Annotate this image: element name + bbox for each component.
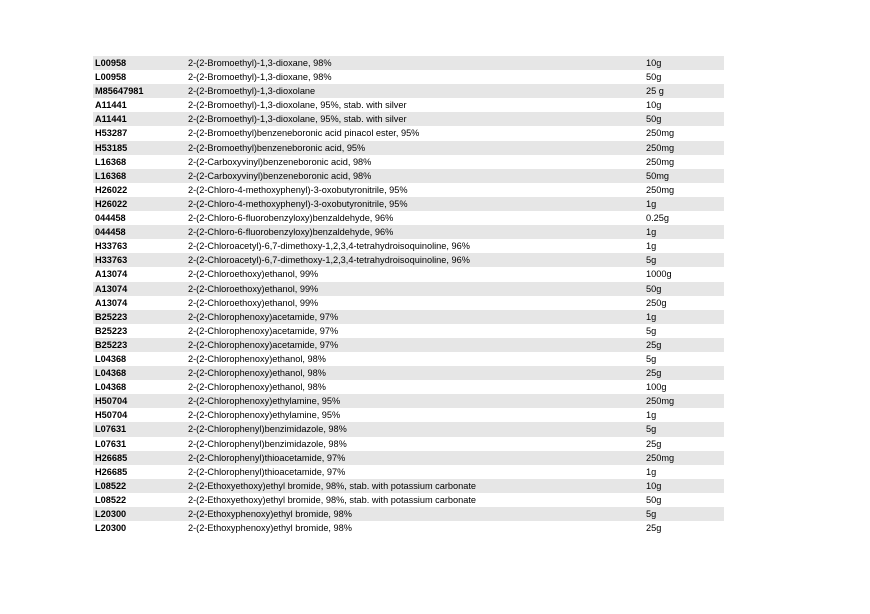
product-description: 2-(2-Bromoethyl)-1,3-dioxolane, 95%, stab. with silver — [188, 114, 407, 125]
product-code: L04368 — [95, 368, 127, 379]
product-description: 2-(2-Bromoethyl)-1,3-dioxolane — [188, 86, 316, 97]
product-code: L04368 — [95, 382, 127, 393]
table-row — [93, 437, 724, 451]
product-code: B25223 — [95, 311, 128, 322]
product-quantity: 50g — [646, 114, 662, 125]
table-row — [93, 338, 724, 352]
product-quantity: 10g — [646, 480, 662, 491]
product-description: 2-(2-Chlorophenoxy)acetamide, 97% — [188, 311, 339, 322]
table-row — [93, 211, 724, 225]
product-code: H26685 — [95, 452, 128, 463]
product-code: L07631 — [95, 424, 127, 435]
product-code: L00958 — [95, 58, 127, 68]
product-description: 2-(2-Chlorophenoxy)ethylamine, 95% — [188, 396, 341, 407]
product-quantity: 50g — [646, 494, 662, 505]
product-description: 2-(2-Ethoxyethoxy)ethyl bromide, 98%, stab. with potassium carbonate — [188, 494, 477, 505]
product-code: M85647981 — [95, 86, 144, 97]
product-quantity: 1g — [646, 241, 657, 252]
table-row — [93, 479, 724, 493]
table-row — [93, 225, 724, 239]
product-description: 2-(2-Chlorophenoxy)ethanol, 98% — [188, 353, 326, 364]
product-quantity: 1000g — [646, 269, 672, 280]
product-code: A11441 — [95, 114, 127, 125]
product-quantity: 1g — [646, 198, 657, 209]
product-description: 2-(2-Chlorophenoxy)acetamide, 97% — [188, 339, 339, 350]
product-quantity: 1g — [646, 410, 657, 421]
product-quantity: 25g — [646, 339, 662, 350]
product-description: 2-(2-Ethoxyethoxy)ethyl bromide, 98%, stab. with potassium carbonate — [188, 480, 477, 491]
product-code: L20300 — [95, 509, 127, 519]
product-quantity: 50g — [646, 72, 662, 83]
product-code: A13074 — [95, 283, 128, 294]
product-code: L20300 — [95, 523, 127, 534]
table-row — [93, 507, 724, 521]
table-row — [93, 56, 724, 70]
product-code: L07631 — [95, 438, 127, 449]
table-row — [93, 380, 724, 394]
product-code: L16368 — [95, 156, 127, 167]
product-quantity: 1g — [646, 311, 657, 322]
product-code: B25223 — [95, 339, 128, 350]
product-description: 2-(2-Bromoethyl)-1,3-dioxolane, 95%, stab. with silver — [188, 100, 407, 111]
product-code: L04368 — [95, 353, 127, 364]
product-description: 2-(2-Chlorophenoxy)ethanol, 98% — [188, 382, 326, 393]
product-description: 2-(2-Chloro-4-methoxyphenyl)-3-oxobutyronitrile, 95% — [188, 184, 408, 195]
product-description: 2-(2-Chlorophenoxy)ethanol, 98% — [188, 368, 326, 379]
product-quantity: 50mg — [646, 170, 669, 181]
product-description: 2-(2-Chloro-4-methoxyphenyl)-3-oxobutyronitrile, 95% — [188, 198, 408, 209]
product-code: L08522 — [95, 494, 127, 505]
table-row — [93, 70, 724, 84]
product-quantity: 1g — [646, 466, 657, 477]
product-table — [93, 56, 724, 535]
product-description: 2-(2-Chloroacetyl)-6,7-dimethoxy-1,2,3,4-tetrahydroisoquinoline, 96% — [188, 241, 470, 252]
product-code: A11441 — [95, 100, 127, 111]
product-description: 2-(2-Chlorophenyl)thioacetamide, 97% — [188, 466, 346, 477]
product-quantity: 25g — [646, 523, 662, 534]
product-quantity: 5g — [646, 353, 657, 364]
product-description: 2-(2-Chloroethoxy)ethanol, 99% — [188, 269, 319, 280]
product-description: 2-(2-Chlorophenoxy)ethylamine, 95% — [188, 410, 341, 421]
product-description: 2-(2-Bromoethyl)-1,3-dioxane, 98% — [188, 72, 332, 83]
product-code: H33763 — [95, 255, 128, 266]
table-row — [93, 253, 724, 267]
product-quantity: 250mg — [646, 184, 675, 195]
product-quantity: 250mg — [646, 452, 675, 463]
product-quantity: 10g — [646, 58, 662, 68]
product-code: 044458 — [95, 227, 126, 238]
table-row — [93, 155, 724, 169]
product-code: B25223 — [95, 325, 128, 336]
product-code: A13074 — [95, 269, 128, 280]
product-description: 2-(2-Chlorophenyl)benzimidazole, 98% — [188, 438, 347, 449]
product-code: L16368 — [95, 170, 127, 181]
product-description: 2-(2-Bromoethyl)-1,3-dioxane, 98% — [188, 58, 332, 68]
table-row — [93, 493, 724, 507]
product-quantity: 100g — [646, 382, 667, 393]
product-description: 2-(2-Ethoxyphenoxy)ethyl bromide, 98% — [188, 523, 352, 534]
table-row — [93, 352, 724, 366]
product-description: 2-(2-Chloroethoxy)ethanol, 99% — [188, 283, 319, 294]
table-row — [93, 197, 724, 211]
product-code: H33763 — [95, 241, 128, 252]
table-row — [93, 310, 724, 324]
product-code: L00958 — [95, 72, 127, 83]
product-description: 2-(2-Bromoethyl)benzeneboronic acid pinacol ester, 95% — [188, 128, 420, 139]
product-code: H53287 — [95, 128, 128, 139]
product-quantity: 25g — [646, 368, 662, 379]
table-row — [93, 366, 724, 380]
table-row — [93, 141, 724, 155]
product-description: 2-(2-Chloroethoxy)ethanol, 99% — [188, 297, 319, 308]
product-description: 2-(2-Carboxyvinyl)benzeneboronic acid, 98% — [188, 156, 372, 167]
product-code: H26685 — [95, 466, 128, 477]
table-row — [93, 267, 724, 281]
product-code: H26022 — [95, 184, 128, 195]
table-row — [93, 521, 724, 535]
table-row — [93, 169, 724, 183]
table-row — [93, 239, 724, 253]
product-code: H50704 — [95, 410, 128, 421]
product-quantity: 250mg — [646, 142, 675, 153]
product-quantity: 1g — [646, 227, 657, 238]
table-row — [93, 84, 724, 98]
table-row — [93, 112, 724, 126]
table-row — [93, 296, 724, 310]
product-quantity: 10g — [646, 100, 662, 111]
product-description: 2-(2-Bromoethyl)benzeneboronic acid, 95% — [188, 142, 366, 153]
product-quantity: 0.25g — [646, 213, 669, 224]
table-row — [93, 408, 724, 422]
table-row — [93, 465, 724, 479]
product-quantity: 50g — [646, 283, 662, 294]
product-quantity: 25g — [646, 438, 662, 449]
product-quantity: 5g — [646, 424, 657, 435]
product-code: A13074 — [95, 297, 128, 308]
product-code: H26022 — [95, 198, 128, 209]
product-quantity: 250g — [646, 297, 667, 308]
table-row — [93, 451, 724, 465]
product-description: 2-(2-Chloroacetyl)-6,7-dimethoxy-1,2,3,4-tetrahydroisoquinoline, 96% — [188, 255, 470, 266]
product-code: H50704 — [95, 396, 128, 407]
product-description: 2-(2-Chlorophenyl)thioacetamide, 97% — [188, 452, 346, 463]
product-description: 2-(2-Chloro-6-fluorobenzyloxy)benzaldehyde, 96% — [188, 213, 394, 224]
product-quantity: 5g — [646, 255, 657, 266]
product-description: 2-(2-Ethoxyphenoxy)ethyl bromide, 98% — [188, 509, 352, 519]
table-row — [93, 422, 724, 436]
product-quantity: 250mg — [646, 156, 675, 167]
table-row — [93, 183, 724, 197]
product-code: H53185 — [95, 142, 128, 153]
product-quantity: 5g — [646, 325, 657, 336]
product-description: 2-(2-Chloro-6-fluorobenzyloxy)benzaldehyde, 96% — [188, 227, 394, 238]
product-description: 2-(2-Chlorophenoxy)acetamide, 97% — [188, 325, 339, 336]
product-quantity: 250mg — [646, 128, 675, 139]
table-row — [93, 324, 724, 338]
product-code: L08522 — [95, 480, 127, 491]
table-row — [93, 126, 724, 140]
table-row — [93, 394, 724, 408]
product-code: 044458 — [95, 213, 126, 224]
product-quantity: 5g — [646, 509, 657, 519]
table-row — [93, 282, 724, 296]
product-quantity: 25 g — [646, 86, 664, 97]
product-quantity: 250mg — [646, 396, 675, 407]
product-description: 2-(2-Chlorophenyl)benzimidazole, 98% — [188, 424, 347, 435]
table-row — [93, 98, 724, 112]
product-description: 2-(2-Carboxyvinyl)benzeneboronic acid, 98% — [188, 170, 372, 181]
